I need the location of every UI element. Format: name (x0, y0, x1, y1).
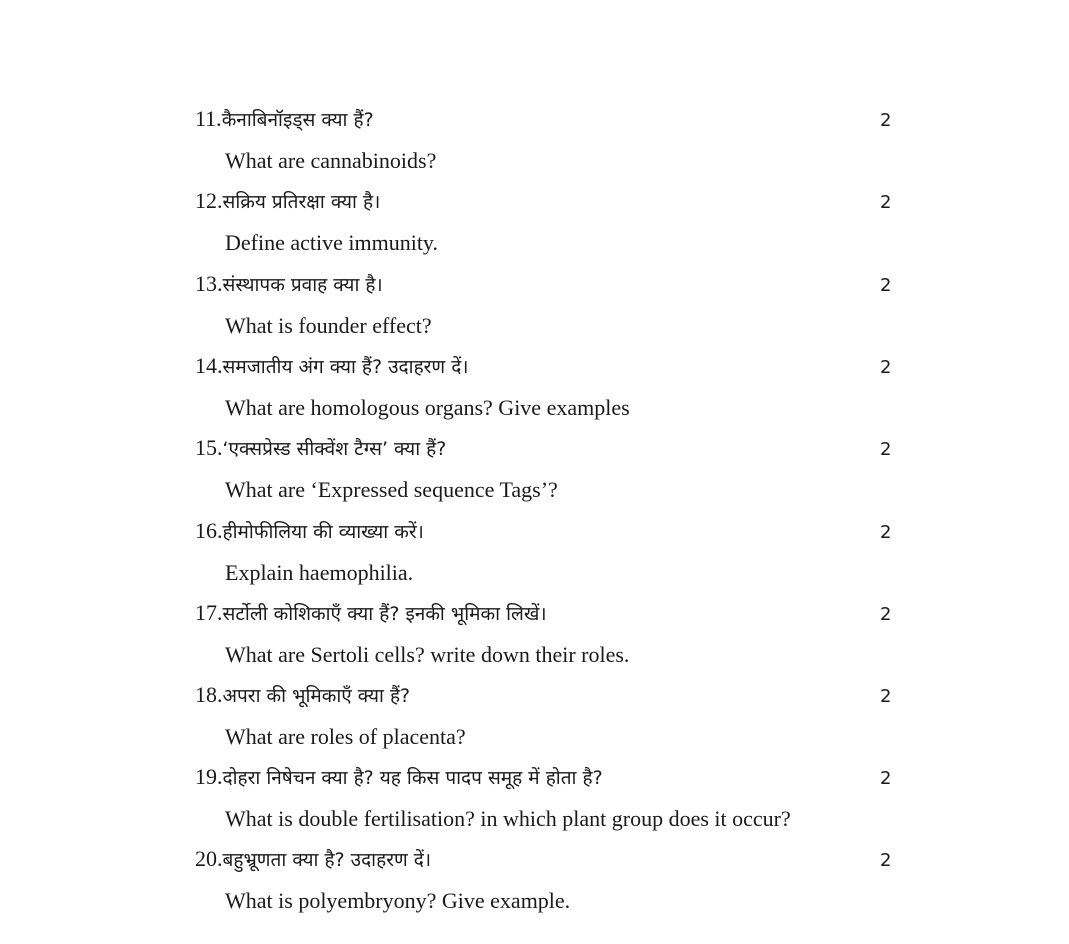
question-hindi-text: बहुभ्रूणता क्या है? उदाहरण दें। (222, 849, 432, 871)
question-hindi-line (195, 514, 424, 548)
question-english-text: What are homologous organs? Give examples (225, 395, 630, 420)
question-number: 18. (195, 682, 223, 707)
question-hindi-text: हीमोफीलिया की व्याख्या करें। (222, 521, 424, 543)
question-marks: 2 (880, 192, 892, 213)
question-hindi-text: समजातीय अंग क्या हैं? उदाहरण दें। (222, 356, 469, 378)
question-hindi-line (195, 267, 383, 301)
question-english-text: What are Sertoli cells? write down their roles. (225, 642, 630, 667)
question-hindi-line (195, 678, 410, 712)
question-item (0, 184, 1069, 266)
question-item (0, 760, 1069, 842)
question-english-text: What are ‘Expressed sequence Tags’? (225, 477, 558, 502)
question-hindi-line (195, 842, 431, 876)
question-number: 13. (195, 271, 223, 296)
question-item (0, 102, 1069, 184)
question-hindi-line (195, 431, 446, 465)
question-english-text: Explain haemophilia. (225, 560, 414, 585)
question-hindi-line (195, 596, 547, 630)
question-hindi-text: सक्रिय प्रतिरक्षा क्या है। (222, 191, 381, 213)
question-item (0, 678, 1069, 760)
question-marks: 2 (880, 439, 892, 460)
question-number: 20. (195, 846, 223, 871)
question-hindi-line (195, 760, 603, 794)
question-english-text: What is founder effect? (225, 313, 432, 338)
question-number: 14. (195, 353, 223, 378)
question-hindi-text: सर्टोली कोशिकाएँ क्या हैं? इनकी भूमिका लिखें। (222, 603, 547, 625)
question-marks: 2 (880, 850, 892, 871)
question-number: 17. (195, 600, 223, 625)
question-number: 15. (195, 435, 223, 460)
question-marks: 2 (880, 357, 892, 378)
question-hindi-line (195, 102, 374, 136)
question-hindi-line (195, 349, 469, 383)
question-hindi-text: अपरा की भूमिकाएँ क्या हैं? (222, 685, 411, 707)
question-item (0, 514, 1069, 596)
question-item (0, 349, 1069, 431)
question-english-text: What are cannabinoids? (225, 148, 437, 173)
question-marks: 2 (880, 768, 892, 789)
question-hindi-text: दोहरा निषेचन क्या है? यह किस पादप समूह में होता है? (222, 767, 603, 789)
question-number: 16. (195, 518, 223, 543)
question-number: 19. (195, 764, 223, 789)
question-number: 12. (195, 188, 223, 213)
question-item (0, 431, 1069, 513)
question-marks: 2 (880, 275, 892, 296)
question-hindi-text: ‘एक्सप्रेस्ड सीक्वेंश टैग्स’ क्या हैं? (222, 438, 447, 460)
question-hindi-line (195, 184, 380, 218)
question-hindi-text: संस्थापक प्रवाह क्या है। (222, 274, 383, 296)
question-english-text: What is double fertilisation? in which plant group does it occur? (225, 806, 791, 831)
question-item (0, 842, 1069, 924)
question-item (0, 596, 1069, 678)
question-marks: 2 (880, 110, 892, 131)
question-number: 11. (195, 106, 222, 131)
question-english-text: Define active immunity. (225, 230, 439, 255)
question-marks: 2 (880, 604, 892, 625)
question-hindi-text: कैनाबिनॉइड्स क्या हैं? (221, 109, 374, 131)
question-marks: 2 (880, 686, 892, 707)
question-english-text: What are roles of placenta? (225, 724, 466, 749)
question-item (0, 267, 1069, 349)
question-english-text: What is polyembryony? Give example. (225, 888, 571, 913)
question-marks: 2 (880, 522, 892, 543)
